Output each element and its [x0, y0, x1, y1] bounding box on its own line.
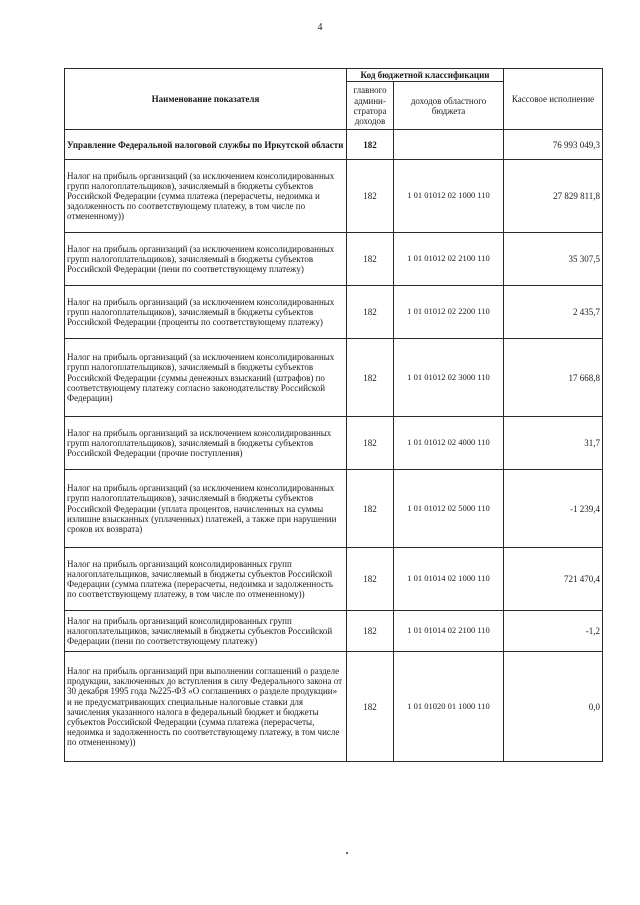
table-row — [65, 160, 603, 233]
table-row — [65, 339, 603, 417]
row-code: 1 01 01020 01 1000 110 — [394, 652, 504, 762]
row-sum: 0,0 — [504, 652, 603, 762]
row-name: Налог на прибыль организаций консолидированных групп налогоплательщиков, зачисляемый в бюджеты субъектов Российской Федерации (пени по соответствующему платежу) — [65, 611, 347, 652]
row-sum: 17 668,8 — [504, 339, 603, 417]
row-code: 1 01 01012 02 3000 110 — [394, 339, 504, 417]
row-admin: 182 — [347, 286, 394, 339]
row-code: 1 01 01014 02 2100 110 — [394, 611, 504, 652]
table-row — [65, 130, 603, 160]
row-name: Налог на прибыль организаций за исключением консолидированных групп налогоплательщиков), зачисляемый в бюджеты субъектов Российской Федерации (прочие поступления) — [65, 417, 347, 470]
row-name: Налог на прибыль организаций (за исключением консолидированных групп налогоплательщиков), зачисляемый в бюджеты субъектов Российской Федерации (уплата процентов, начисленных на суммы излишне взысканных (уплаченных) платежей, а также при нарушении сроков их возврата) — [65, 470, 347, 548]
row-admin: 182 — [347, 130, 394, 160]
row-admin: 182 — [347, 548, 394, 611]
row-sum: 35 307,5 — [504, 233, 603, 286]
table-row — [65, 233, 603, 286]
row-admin: 182 — [347, 611, 394, 652]
table-row — [65, 652, 603, 762]
row-admin: 182 — [347, 470, 394, 548]
header-admin: главного админи-стратора доходов — [347, 82, 394, 130]
row-code: 1 01 01012 02 2100 110 — [394, 233, 504, 286]
row-sum: 2 435,7 — [504, 286, 603, 339]
row-admin: 182 — [347, 417, 394, 470]
table-row — [65, 286, 603, 339]
row-sum: 76 993 049,3 — [504, 130, 603, 160]
row-sum: -1,2 — [504, 611, 603, 652]
row-name: Налог на прибыль организаций (за исключением консолидированных групп налогоплательщиков), зачисляемый в бюджеты субъектов Российской Федерации (проценты по соответствующему платежу) — [65, 286, 347, 339]
row-sum: 31,7 — [504, 417, 603, 470]
row-admin: 182 — [347, 233, 394, 286]
row-code: 1 01 01012 02 4000 110 — [394, 417, 504, 470]
table-row — [65, 470, 603, 548]
header-code-group: Код бюджетной классификации — [347, 69, 504, 82]
row-code: 1 01 01014 02 1000 110 — [394, 548, 504, 611]
row-name: Налог на прибыль организаций при выполнении соглашений о разделе продукции, заключенных до вступления в силу Федерального закона от 30 декабря 1995 года №225-ФЗ «О соглашениях о разделе продукции» и не предусматривающих специальные налоговые ставки для зачисления указанного налога в федеральный бюджет и бюджеты субъектов Российской Федерации (сумма платежа (перерасчеты, недоимка и задолженность по соответствующему платежу, в том числе по отмененному)) — [65, 652, 347, 762]
row-code: 1 01 01012 02 1000 110 — [394, 160, 504, 233]
row-admin: 182 — [347, 339, 394, 417]
header-income: доходов областного бюджета — [394, 82, 504, 130]
scan-speck — [346, 852, 348, 854]
table-row — [65, 548, 603, 611]
row-name: Налог на прибыль организаций (за исключением консолидированных групп налогоплательщиков), зачисляемый в бюджеты субъектов Российской Федерации (пени по соответствующему платежу) — [65, 233, 347, 286]
row-name: Налог на прибыль организаций (за исключением консолидированных групп налогоплательщиков), зачисляемый в бюджеты субъектов Российской Федерации (сумма платежа (перерасчеты, недоимка и задолженность по соответствующему платежу, в том числе по отмененному)) — [65, 160, 347, 233]
row-admin: 182 — [347, 160, 394, 233]
row-name: Управление Федеральной налоговой службы по Иркутской области — [65, 130, 347, 160]
row-sum: 27 829 811,8 — [504, 160, 603, 233]
table-row — [65, 417, 603, 470]
row-code: 1 01 01012 02 2200 110 — [394, 286, 504, 339]
row-name: Налог на прибыль организаций консолидированных групп налогоплательщиков, зачисляемый в бюджеты субъектов Российской Федерации (сумма платежа (перерасчеты, недоимка и задолженность по соответствующему платежу, в том числе по отмененному)) — [65, 548, 347, 611]
table-row — [65, 611, 603, 652]
row-sum: -1 239,4 — [504, 470, 603, 548]
row-admin: 182 — [347, 652, 394, 762]
budget-table — [64, 68, 603, 762]
row-code — [394, 130, 504, 160]
header-name: Наименование показателя — [65, 69, 347, 130]
header-sum: Кассовое исполнение — [504, 69, 603, 130]
page-number: 4 — [317, 22, 323, 33]
row-sum: 721 470,4 — [504, 548, 603, 611]
row-code: 1 01 01012 02 5000 110 — [394, 470, 504, 548]
row-name: Налог на прибыль организаций (за исключением консолидированных групп налогоплательщиков), зачисляемый в бюджеты субъектов Российской Федерации (суммы денежных взысканий (штрафов) по соответствующему платежу согласно законодательству Российской Федерации) — [65, 339, 347, 417]
